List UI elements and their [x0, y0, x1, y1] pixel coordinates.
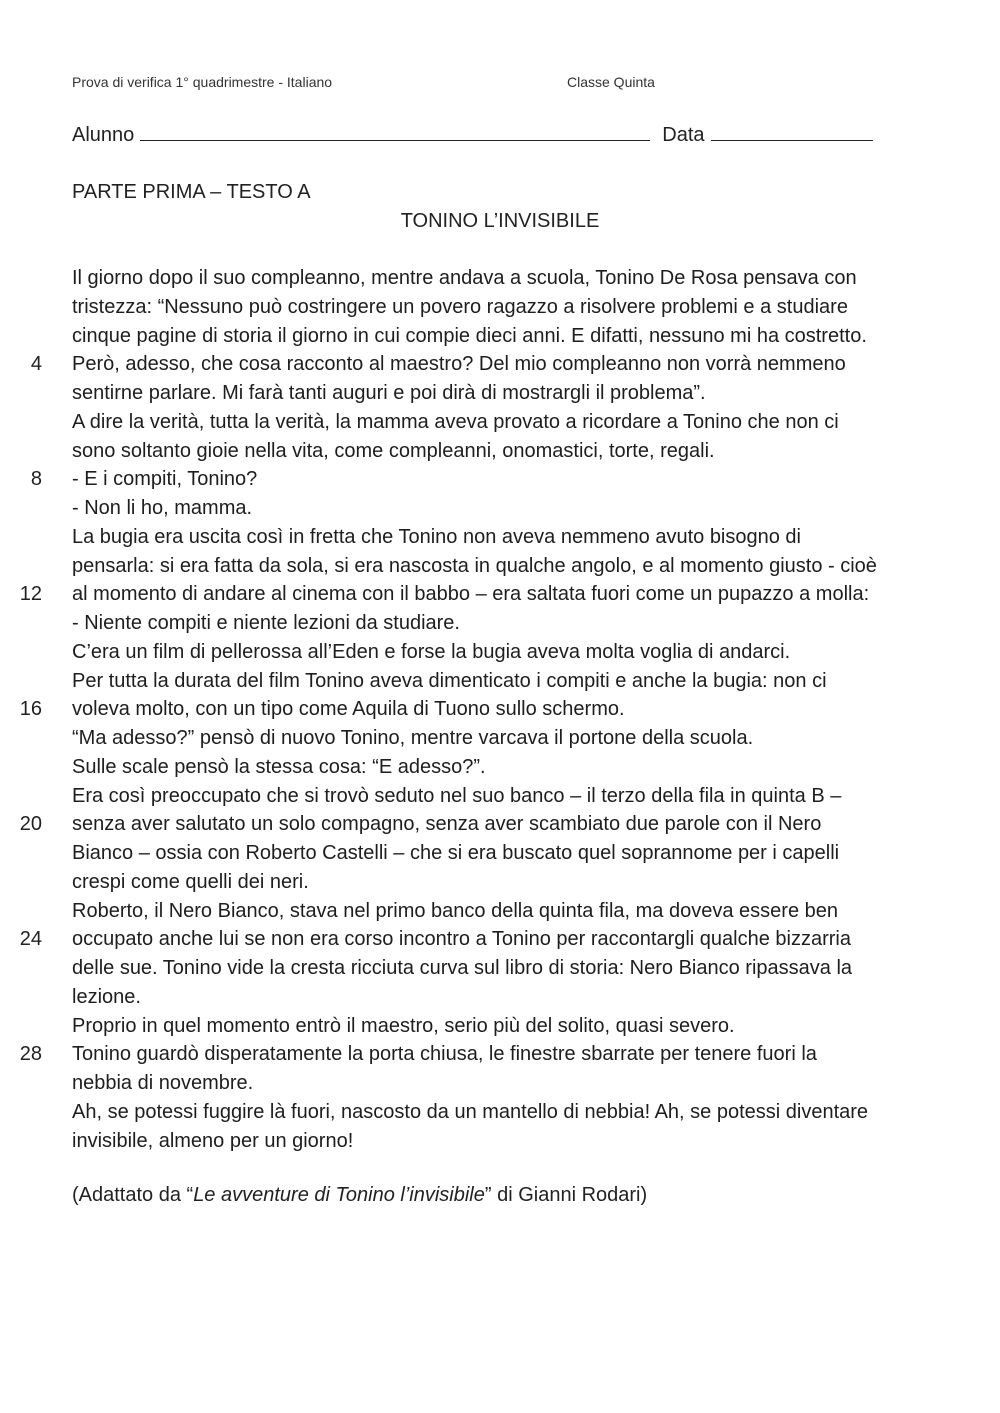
line-text: La bugia era uscita così in fretta che Tonino non aveva nemmeno avuto bisogno di	[72, 525, 801, 548]
line-number: 24	[19, 928, 42, 951]
text-line	[0, 437, 1000, 466]
line-text: pensarla: si era fatta da sola, si era nascosta in qualche angolo, e al momento giusto - cioè	[72, 554, 877, 577]
text-line	[0, 580, 1000, 609]
line-number: 20	[19, 813, 42, 836]
line-text: occupato anche lui se non era corso incontro a Tonino per raccontargli qualche bizzarria	[72, 928, 851, 951]
line-text: tristezza: “Nessuno può costringere un povero ragazzo a risolvere problemi e a studiare	[72, 295, 848, 318]
line-number: 12	[19, 583, 42, 606]
line-number: 4	[30, 353, 42, 376]
line-text: Per tutta la durata del film Tonino aveva dimenticato i compiti e anche la bugia: non ci	[72, 669, 827, 692]
text-line	[0, 1040, 1000, 1069]
attribution-author: Gianni Rodari	[518, 1184, 641, 1206]
text-line	[0, 983, 1000, 1012]
line-text: sentirne parlare. Mi farà tanti auguri e poi dirà di mostrargli il problema”.	[72, 382, 706, 404]
text-line	[0, 379, 1000, 408]
text-line	[0, 494, 1000, 523]
attribution-prefix: (Adattato da “	[72, 1184, 194, 1206]
text-line	[0, 638, 1000, 667]
text-line	[0, 322, 1000, 351]
line-text: Il giorno dopo il suo compleanno, mentre andava a scuola, Tonino De Rosa pensava con	[72, 267, 857, 289]
line-text: Bianco – ossia con Roberto Castelli – che si era buscato quel soprannome per i capelli	[72, 842, 840, 864]
line-text: Sulle scale pensò la stessa cosa: “E adesso?”.	[72, 755, 486, 778]
story-text	[0, 264, 1000, 1155]
header-subject: Prova di verifica 1° quadrimestre - Italiano	[72, 74, 333, 90]
line-text: sono soltanto gioie nella vita, come compleanni, onomastici, torte, regali.	[72, 439, 715, 462]
text-line	[0, 868, 1000, 897]
line-text: A dire la verità, tutta la verità, la mamma aveva provato a ricordare a Tonino che non ci	[72, 410, 839, 433]
line-text: Era così preoccupato che si trovò seduto nel suo banco – il terzo della fila in quinta B –	[72, 784, 842, 807]
line-text: Tonino guardò disperatamente la porta chiusa, le finestre sbarrate per tenere fuori la	[72, 1043, 817, 1066]
text-line	[0, 1127, 1000, 1156]
text-line	[0, 350, 1000, 379]
line-text: nebbia di novembre.	[72, 1072, 254, 1094]
line-text: “Ma adesso?” pensò di nuovo Tonino, mentre varcava il portone della scuola.	[72, 727, 754, 749]
line-text: cinque pagine di storia il giorno in cui compie dieci anni. E difatti, nessuno mi ha costretto.	[72, 324, 867, 347]
header-class: Classe Quinta	[567, 74, 655, 90]
attribution-middle: ” di	[484, 1184, 519, 1206]
text-line	[0, 695, 1000, 724]
line-text: lezione.	[72, 985, 141, 1008]
text-line	[0, 667, 1000, 696]
line-text: crespi come quelli dei neri.	[72, 870, 309, 893]
text-line	[0, 810, 1000, 839]
line-number: 8	[30, 468, 42, 491]
line-text: invisibile, almeno per un giorno!	[72, 1129, 354, 1152]
text-line	[0, 465, 1000, 494]
text-line	[0, 753, 1000, 782]
line-text: Però, adesso, che cosa racconto al maestro? Del mio compleanno non vorrà nemmeno	[72, 353, 846, 376]
attribution-book-title: Le avventure di Tonino l’invisibile	[193, 1184, 485, 1206]
line-text: Ah, se potessi fuggire là fuori, nascosto da un mantello di nebbia! Ah, se potessi diventare	[72, 1100, 869, 1123]
line-text: Proprio in quel momento entrò il maestro, serio più del solito, quasi severo.	[72, 1014, 735, 1037]
text-line	[0, 925, 1000, 954]
text-line	[0, 408, 1000, 437]
text-line	[0, 523, 1000, 552]
text-line	[0, 724, 1000, 753]
line-number: 28	[19, 1043, 42, 1066]
text-line	[0, 897, 1000, 926]
date-blank	[711, 122, 873, 141]
line-text: - Non li ho, mamma.	[72, 497, 253, 519]
line-number: 16	[19, 698, 42, 721]
text-line	[0, 1069, 1000, 1098]
date-label: Data	[662, 124, 705, 146]
line-text: al momento di andare al cinema con il babbo – era saltata fuori come un pupazzo a molla:	[72, 583, 870, 606]
student-name-label: Alunno	[72, 124, 135, 146]
line-text: Roberto, il Nero Bianco, stava nel primo banco della quinta fila, ma doveva essere ben	[72, 899, 838, 922]
part-title: PARTE PRIMA – TESTO A	[72, 181, 311, 203]
line-text: delle sue. Tonino vide la cresta ricciuta curva sul libro di storia: Nero Bianco ripassava la	[72, 957, 853, 979]
text-line	[0, 609, 1000, 638]
text-line	[0, 552, 1000, 581]
attribution	[72, 1184, 647, 1207]
text-line	[0, 1012, 1000, 1041]
line-text: - Niente compiti e niente lezioni da studiare.	[72, 612, 460, 634]
text-line	[0, 782, 1000, 811]
line-text: - E i compiti, Tonino?	[72, 468, 258, 491]
student-name-blank	[140, 122, 650, 141]
line-text: voleva molto, con un tipo come Aquila di Tuono sullo schermo.	[72, 698, 625, 721]
text-line	[0, 839, 1000, 868]
line-text: C’era un film di pellerossa all’Eden e forse la bugia aveva molta voglia di andarci.	[72, 640, 791, 663]
story-title: TONINO L’INVISIBILE	[400, 210, 600, 232]
text-line	[0, 954, 1000, 983]
attribution-suffix: )	[640, 1184, 648, 1206]
text-line	[0, 264, 1000, 293]
line-text: senza aver salutato un solo compagno, senza aver scambiato due parole con il Nero	[72, 813, 822, 836]
student-info-line	[72, 122, 873, 147]
text-line	[0, 293, 1000, 322]
text-line	[0, 1098, 1000, 1127]
